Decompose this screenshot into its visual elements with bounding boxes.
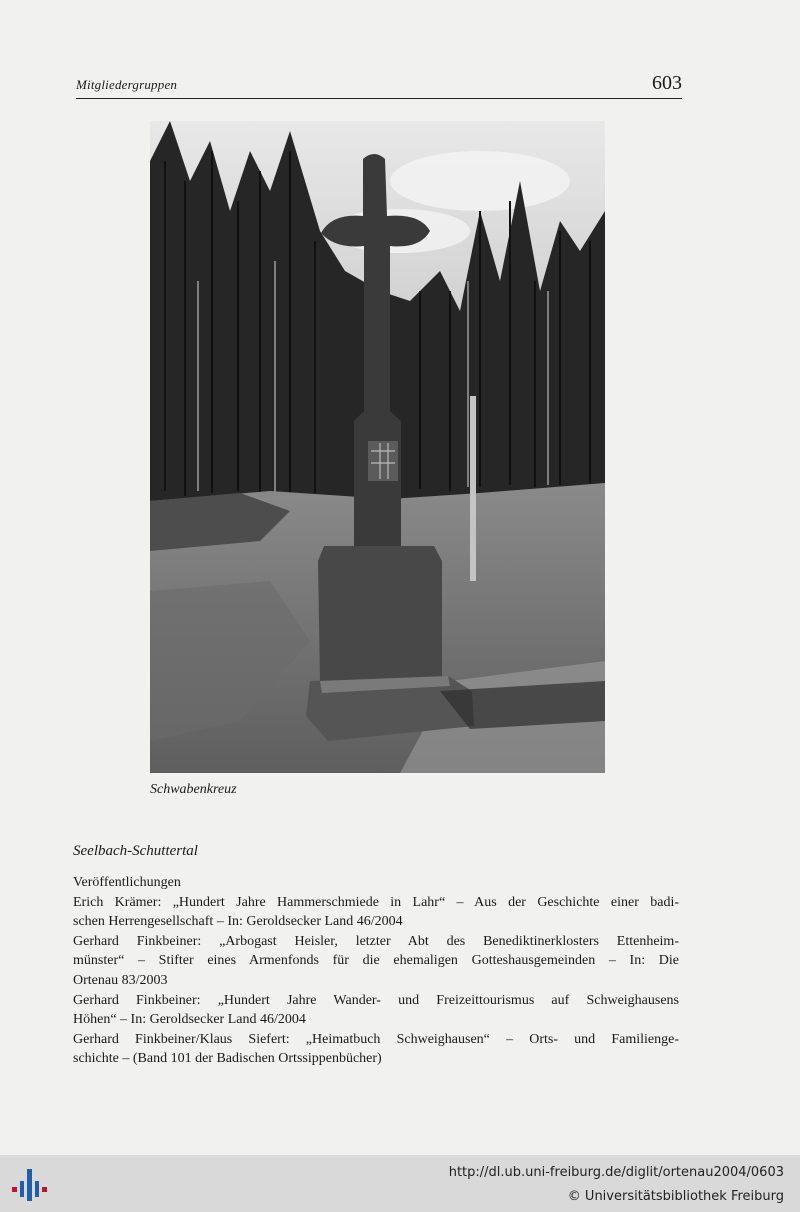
- running-header: [76, 74, 682, 99]
- text-line: schen Herrengesellschaft – In: Geroldsecker Land 46/2004: [73, 914, 403, 930]
- publications-heading: Veröffentlichungen: [73, 875, 181, 890]
- text-line: Gerhard Finkbeiner: „Hundert Jahre Wander- und Freizeittourismus auf Schweighausens: [73, 992, 679, 1008]
- footer-bar: [0, 1155, 800, 1212]
- text-line: Gerhard Finkbeiner: „Arbogast Heisler, letzter Abt des Benediktinerklosters Ettenheim-: [73, 933, 679, 949]
- text-line: Höhen“ – In: Geroldsecker Land 46/2004: [73, 1012, 306, 1028]
- text-line: Erich Krämer: „Hundert Jahre Hammerschmiede in Lahr“ – Aus der Geschichte einer badi-: [73, 894, 679, 910]
- text-line: schichte – (Band 101 der Badischen Ortssippenbücher): [73, 1051, 382, 1067]
- photograph-schwabenkreuz: [150, 121, 605, 773]
- page-number: 603: [652, 72, 682, 94]
- running-title: Mitgliedergruppen: [76, 77, 178, 92]
- copyright-notice: © Universitätsbibliothek Freiburg: [567, 1189, 784, 1204]
- text-line: münster“ – Stifter eines Armenfonds für die ehemaligen Gotteshausgemeinden – In: Die: [73, 953, 679, 969]
- publications-list: [73, 873, 679, 1069]
- section-title: Seelbach-Schuttertal: [73, 843, 198, 859]
- photo-illustration: [150, 121, 605, 773]
- ub-freiburg-logo-icon: [10, 1165, 50, 1205]
- text-line: Ortenau 83/2003: [73, 972, 168, 988]
- figure-caption: Schwabenkreuz: [150, 782, 237, 797]
- text-line: Gerhard Finkbeiner/Klaus Siefert: „Heimatbuch Schweighausen“ – Orts- und Familienge-: [73, 1031, 679, 1047]
- permalink-url[interactable]: http://dl.ub.uni-freiburg.de/diglit/ortenau2004/0603: [448, 1165, 784, 1180]
